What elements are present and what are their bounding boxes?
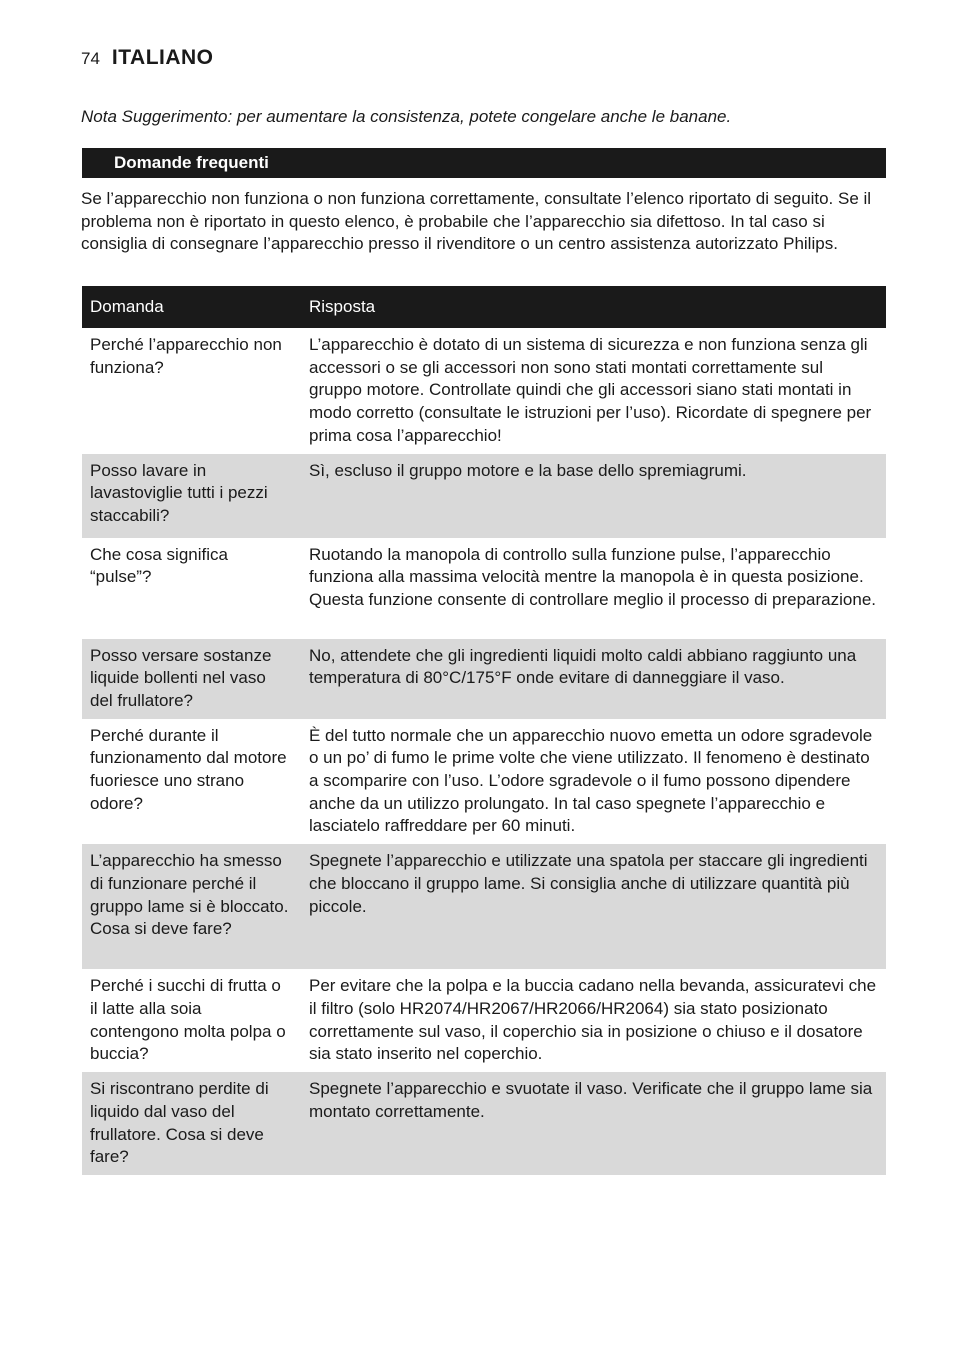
question-cell: Perché l’apparecchio non funziona? (90, 335, 282, 377)
question-cell: Perché durante il funzionamento dal motore fuoriesce uno strano odore? (90, 725, 287, 813)
table-row (82, 454, 886, 538)
answer-cell: Spegnete l’apparecchio e svuotate il vaso. Verificate che il gruppo lame sia montato correttamente. (301, 1072, 886, 1175)
question-cell: L’apparecchio ha smesso di funzionare perché il gruppo lame si è bloccato. Cosa si deve fare? (82, 844, 301, 969)
answer-cell: È del tutto normale che un apparecchio nuovo emetta un odore sgradevole o un po’ di fumo le prime volte che viene utilizzato. Il fenomeno è destinato a scomparire con l’uso. L’odore sgradevole o il fumo possono dipendere anche da un utilizzo prolungato. In tal caso spegnete l’apparecchio e lasciatelo raffreddare per 60 minuti. (309, 725, 873, 836)
table-row (82, 969, 886, 1072)
answer-cell: Spegnete l’apparecchio e utilizzate una spatola per staccare gli ingredienti che bloccano il gruppo lame. Si consiglia anche di utilizzare quantità più piccole. (301, 844, 886, 969)
page-header (81, 46, 214, 76)
answer-cell: Sì, escluso il gruppo motore e la base dello spremiagrumi. (301, 454, 886, 538)
faq-table (82, 286, 886, 1175)
question-cell: Perché i succhi di frutta o il latte alla soia contengono molta polpa o buccia? (90, 976, 286, 1064)
answer-cell: Per evitare che la polpa e la buccia cadano nella bevanda, assicuratevi che il filtro (solo HR2074/HR2067/HR2066/HR2064) sia stato posizionato correttamente sul vaso, il coperchio sia in posizione o chiuso e il dosatore sia stato inserito nel coperchio. (309, 976, 877, 1064)
intro-paragraph: Se l’apparecchio non funziona o non funziona correttamente, consultate l’elenco riportato di seguito. Se il problema non è riportato in questo elenco, è probabile che l’apparecchio sia difettoso. In tal caso si consiglia di consegnare l’apparecchio presso il rivenditore o un centro assistenza autorizzato Philips. (81, 189, 872, 253)
language-title: ITALIANO (111, 46, 214, 69)
answer-cell: Ruotando la manopola di controllo sulla funzione pulse, l’apparecchio funziona alla massima velocità mentre la manopola è in questa posizione. Questa funzione consente di controllare meglio il processo di preparazione. (309, 544, 876, 609)
table-row (82, 844, 886, 969)
answer-cell: L’apparecchio è dotato di un sistema di sicurezza e non funziona senza gli accessori o se gli accessori non sono stati montati correttamente sul gruppo motore. Controllate quindi che gli accessori siano stati montati in modo corretto (consultate le istruzioni per l’uso). Ricordate di spegnere per prima cosa l’apparecchio! (309, 335, 872, 445)
answer-cell: No, attendete che gli ingredienti liquidi molto caldi abbiano raggiunto una temperatura di 80°C/175°F onde evitare di danneggiare il vaso. (301, 639, 886, 719)
question-cell: Posso lavare in lavastoviglie tutti i pezzi staccabili? (82, 454, 301, 538)
page-number: 74 (81, 49, 100, 68)
section-heading: Domande frequenti (82, 148, 886, 178)
column-header-question: Domanda (82, 286, 301, 328)
table-row (82, 328, 886, 454)
table-row (82, 538, 886, 639)
column-header-answer: Risposta (301, 286, 886, 328)
table-row (82, 1072, 886, 1175)
question-cell: Si riscontrano perdite di liquido dal vaso del frullatore. Cosa si deve fare? (82, 1072, 301, 1175)
table-row (82, 639, 886, 719)
question-cell: Posso versare sostanze liquide bollenti nel vaso del frullatore? (82, 639, 301, 719)
table-header-row (82, 286, 886, 328)
tip-note: Nota Suggerimento: per aumentare la consistenza, potete congelare anche le banane. (81, 107, 732, 126)
table-row (82, 719, 886, 845)
question-cell: Che cosa significa “pulse”? (90, 544, 228, 587)
